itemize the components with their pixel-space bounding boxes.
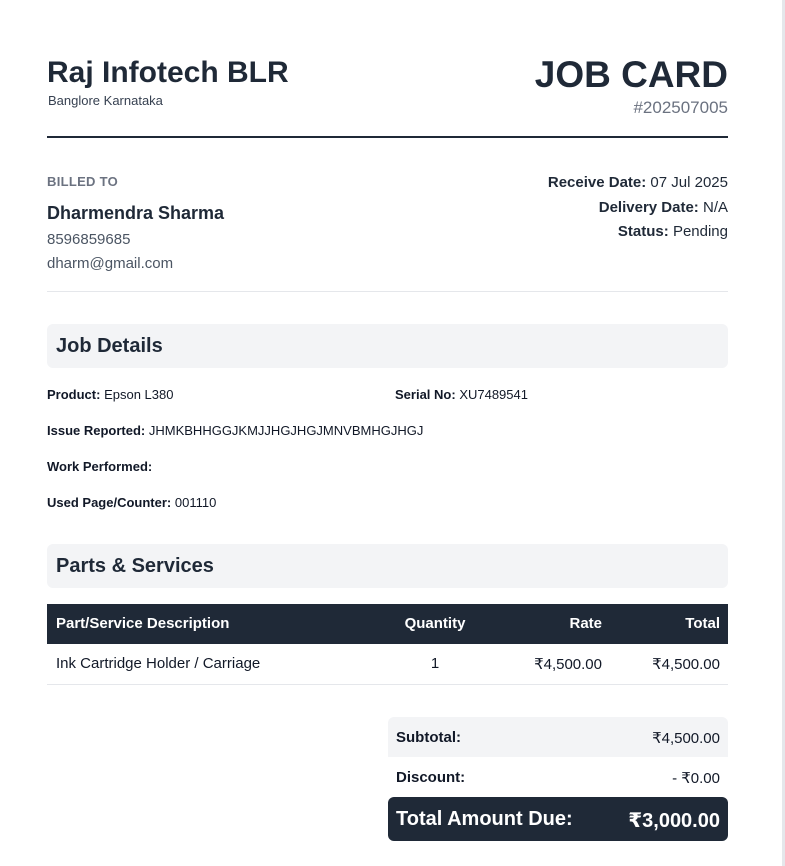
parts-heading: Parts & Services: [56, 555, 214, 577]
total-due-value: ₹3,000.00: [628, 810, 720, 832]
status-value: Pending: [672, 223, 728, 240]
issue-value: JHMKBHHGGJKMJJHGJHGJMNVBMHGJHGJ: [148, 423, 424, 438]
column-header-rate: Rate: [569, 615, 602, 632]
company-address: Banglore Karnataka: [48, 93, 163, 108]
total-due-label: Total Amount Due:: [396, 808, 573, 830]
document-title: JOB CARD: [534, 54, 728, 95]
billed-to-label: BILLED TO: [47, 174, 119, 189]
discount-row: [388, 757, 728, 797]
parts-table: [47, 604, 728, 685]
customer-name: Dharmendra Sharma: [47, 203, 225, 223]
column-header-quantity: Quantity: [404, 615, 466, 632]
issue-field: [47, 423, 423, 438]
customer-phone: 8596859685: [47, 231, 131, 248]
status-row: [618, 223, 728, 240]
cell-quantity: 1: [430, 655, 440, 672]
status-label: Status:: [617, 223, 669, 240]
cell-description: Ink Cartridge Holder / Carriage: [56, 655, 261, 672]
billing-section: [47, 138, 728, 292]
parts-heading-bar: [47, 544, 728, 588]
counter-value: 001110: [174, 495, 217, 510]
issue-label: Issue Reported:: [47, 423, 146, 438]
delivery-date-row: [599, 199, 728, 216]
counter-field: [47, 495, 216, 510]
company-name: Raj Infotech BLR: [47, 56, 289, 89]
subtotal-row: [388, 717, 728, 757]
counter-label: Used Page/Counter:: [47, 495, 172, 510]
serial-value: XU7489541: [459, 387, 528, 402]
product-label: Product:: [47, 387, 101, 402]
column-header-description: Part/Service Description: [56, 615, 230, 632]
totals-box: [388, 717, 728, 841]
work-performed-label: Work Performed:: [47, 459, 153, 474]
delivery-date-label: Delivery Date:: [598, 199, 699, 216]
receive-date-value: 07 Jul 2025: [650, 174, 728, 191]
cell-total: ₹4,500.00: [652, 656, 720, 673]
table-row: [47, 644, 728, 685]
receive-date-label: Receive Date:: [547, 174, 647, 191]
column-header-total: Total: [685, 615, 720, 632]
table-header: [47, 604, 728, 644]
subtotal-value: ₹4,500.00: [652, 730, 720, 747]
product-value: Epson L380: [104, 387, 174, 402]
receive-date-row: [548, 174, 728, 191]
document-number: #202507005: [633, 98, 728, 117]
job-details-heading-bar: [47, 324, 728, 368]
serial-field: [395, 387, 528, 402]
total-due-row: [388, 797, 728, 841]
work-performed-field: [47, 459, 152, 474]
product-field: [47, 387, 173, 402]
customer-email: dharm@gmail.com: [47, 255, 174, 272]
serial-label: Serial No:: [395, 387, 456, 402]
discount-label: Discount:: [396, 769, 466, 786]
subtotal-label: Subtotal:: [396, 729, 461, 746]
job-details-heading: Job Details: [56, 335, 163, 357]
delivery-date-value: N/A: [702, 199, 728, 216]
document-header: [47, 54, 728, 138]
discount-value: - ₹0.00: [672, 770, 720, 787]
cell-rate: ₹4,500.00: [534, 656, 602, 673]
